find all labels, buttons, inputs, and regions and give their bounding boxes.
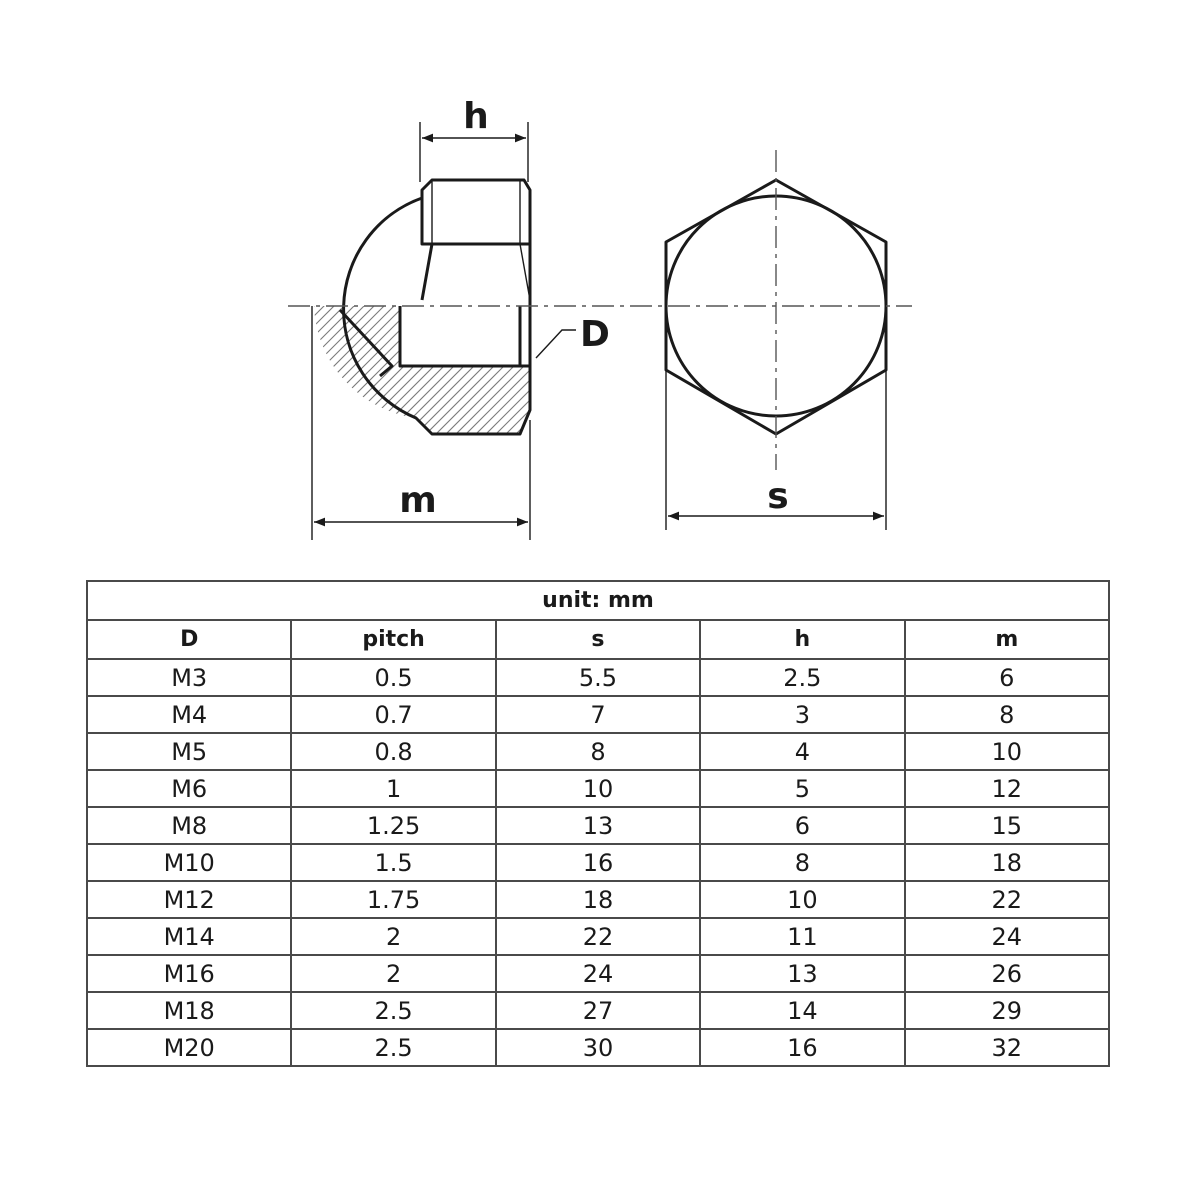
table-row [87, 955, 1109, 992]
table-cell: 0.7 [291, 696, 495, 733]
table-cell: 6 [700, 807, 904, 844]
table-cell: 14 [700, 992, 904, 1029]
table-header-row [87, 620, 1109, 659]
table-cell: 13 [496, 807, 700, 844]
table-cell: M8 [87, 807, 291, 844]
table-cell: 5 [700, 770, 904, 807]
table-cell: 29 [905, 992, 1109, 1029]
table-cell: 1.5 [291, 844, 495, 881]
unit-caption-row [87, 581, 1109, 620]
table-cell: 30 [496, 1029, 700, 1066]
table-cell: M16 [87, 955, 291, 992]
table-cell: 4 [700, 733, 904, 770]
table-cell: M3 [87, 659, 291, 696]
section-hatching [100, 300, 830, 440]
table-cell: 27 [496, 992, 700, 1029]
table-cell: 13 [700, 955, 904, 992]
table-cell: 3 [700, 696, 904, 733]
table-cell: 5.5 [496, 659, 700, 696]
table-cell: 0.5 [291, 659, 495, 696]
side-section-view [100, 96, 830, 540]
table-cell: 10 [905, 733, 1109, 770]
table-row [87, 1029, 1109, 1066]
table-cell: M14 [87, 918, 291, 955]
table-row [87, 733, 1109, 770]
table-cell: 18 [496, 881, 700, 918]
table-cell: M10 [87, 844, 291, 881]
table-cell: 1.75 [291, 881, 495, 918]
table-cell: 0.8 [291, 733, 495, 770]
table-cell: 2.5 [291, 992, 495, 1029]
table-cell: 10 [700, 881, 904, 918]
table-row [87, 918, 1109, 955]
table-cell: 2.5 [291, 1029, 495, 1066]
table-cell: 2 [291, 918, 495, 955]
table-row [87, 770, 1109, 807]
table-cell: 32 [905, 1029, 1109, 1066]
table-row [87, 807, 1109, 844]
column-header: h [700, 620, 904, 659]
table-cell: 1.25 [291, 807, 495, 844]
table-cell: 2 [291, 955, 495, 992]
table-cell: M20 [87, 1029, 291, 1066]
unit-caption: unit: mm [87, 581, 1109, 620]
table-cell: 26 [905, 955, 1109, 992]
table-cell: 8 [496, 733, 700, 770]
table-cell: 8 [905, 696, 1109, 733]
table-row [87, 696, 1109, 733]
table-cell: 11 [700, 918, 904, 955]
table-cell: 8 [700, 844, 904, 881]
thread-bore [400, 306, 530, 366]
m-dimension-label: m [399, 480, 437, 521]
table-cell: M12 [87, 881, 291, 918]
h-dimension-label: h [463, 96, 489, 137]
d-thread-label: D [580, 314, 610, 355]
s-dimension-label: s [767, 476, 789, 517]
table-cell: 15 [905, 807, 1109, 844]
table-cell: 18 [905, 844, 1109, 881]
column-header: m [905, 620, 1109, 659]
table-row [87, 659, 1109, 696]
table-cell: 2.5 [700, 659, 904, 696]
table-cell: 16 [700, 1029, 904, 1066]
dimensions-table [86, 580, 1110, 1067]
column-header: s [496, 620, 700, 659]
table-row [87, 992, 1109, 1029]
table-cell: M5 [87, 733, 291, 770]
column-header: D [87, 620, 291, 659]
cap-nut-technical-drawing [0, 0, 1200, 570]
table-row [87, 844, 1109, 881]
table-cell: M4 [87, 696, 291, 733]
table-cell: 24 [905, 918, 1109, 955]
table-row [87, 881, 1109, 918]
table-cell: 16 [496, 844, 700, 881]
table-cell: M18 [87, 992, 291, 1029]
table-cell: 12 [905, 770, 1109, 807]
table-cell: 7 [496, 696, 700, 733]
column-header: pitch [291, 620, 495, 659]
table-cell: 1 [291, 770, 495, 807]
table-cell: 22 [905, 881, 1109, 918]
table-cell: 24 [496, 955, 700, 992]
d-leader-line [536, 330, 576, 358]
table-cell: M6 [87, 770, 291, 807]
dome-outline [344, 180, 530, 434]
table-cell: 6 [905, 659, 1109, 696]
table-cell: 10 [496, 770, 700, 807]
hex-nut-flats [422, 190, 530, 300]
table-cell: 22 [496, 918, 700, 955]
